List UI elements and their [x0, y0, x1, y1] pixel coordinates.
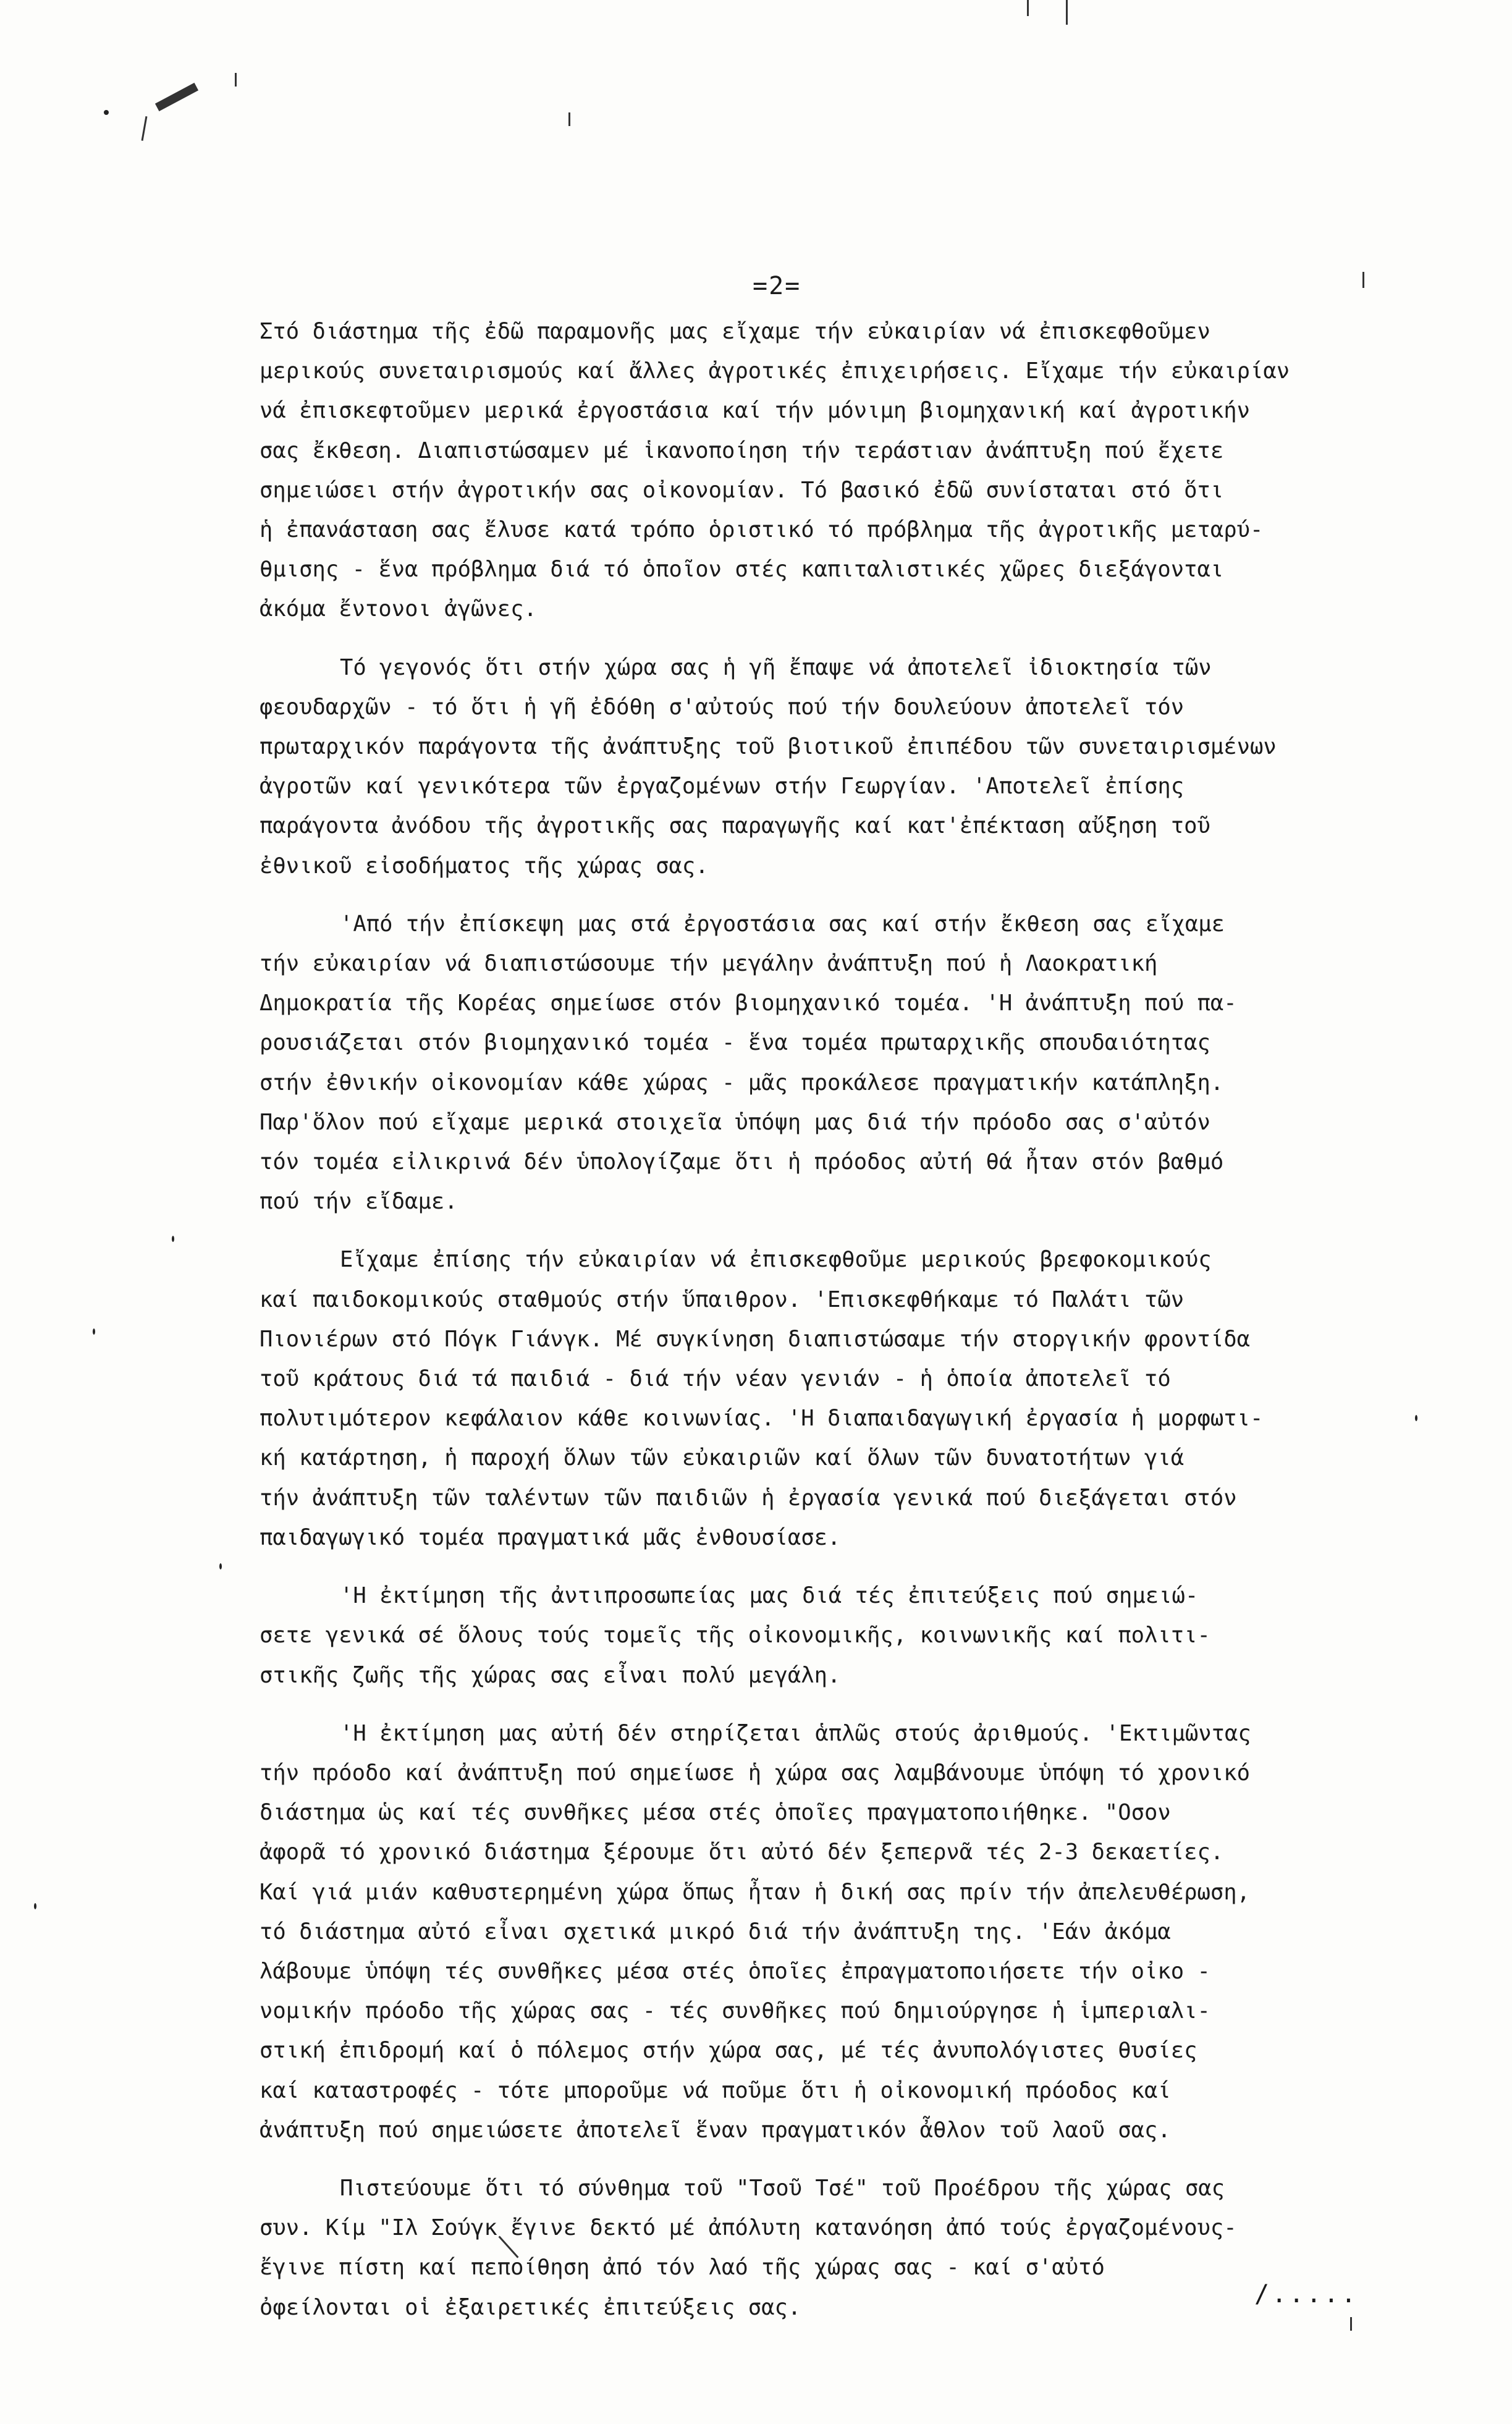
text-line: θμισης - ἕνα πρόβλημα διά τό ὁποῖον στές καπιταλιστικές χῶρες διεξάγονται	[260, 557, 1224, 583]
text-line: 'Από τήν ἐπίσκεψη μας στά ἐργοστάσια σας καί στήν ἔκθεση σας εἴχαμε	[340, 911, 1225, 937]
scan-speck	[104, 110, 109, 115]
text-line: λάβουμε ὑπόψη τές συνθῆκες μέσα στές ὁποῖες ἐπραγματοποιήσετε τήν οἰκο -	[260, 1958, 1210, 1984]
text-line: τοῦ κράτους διά τά παιδιά - διά τήν νέαν γενιάν - ἡ ὁποία ἀποτελεῖ τό	[260, 1366, 1171, 1392]
text-line: 'Η ἐκτίμηση τῆς ἀντιπροσωπείας μας διά τές ἐπιτεύξεις πού σημειώ-	[340, 1583, 1199, 1609]
text-line: τήν εὐκαιρίαν νά διαπιστώσουμε τήν μεγάλην ἀνάπτυξη πού ἡ Λαοκρατική	[260, 951, 1158, 977]
paragraph	[260, 1240, 1446, 1558]
paragraph-gap	[260, 1558, 1446, 1576]
text-line: ἔγινε πίστη καί πεποίθηση ἀπό τόν λαό τῆς χώρας σας - καί σ'αὐτό	[260, 2255, 1105, 2281]
scan-mark	[235, 73, 237, 87]
paragraph-gap	[260, 1222, 1446, 1240]
scan-mark	[141, 116, 148, 141]
text-line: στήν ἐθνικήν οἰκονομίαν κάθε χώρας - μᾶς προκάλεσε πραγματικήν κατάπληξη.	[260, 1070, 1224, 1096]
scan-mark	[155, 83, 198, 111]
text-line: ἀφορᾶ τό χρονικό διάστημα ξέρουμε ὅτι αὐτό δέν ξεπερνᾶ τές 2-3 δεκαετίες.	[260, 1839, 1224, 1865]
text-line: Τό γεγονός ὅτι στήν χώρα σας ἡ γῆ ἔπαψε νά ἀποτελεῖ ἰδιοκτησία τῶν	[340, 654, 1212, 680]
paragraph-gap	[260, 630, 1446, 648]
text-line: Παρ'ὅλον πού εἴχαμε μερικά στοιχεῖα ὑπόψη μας διά τήν πρόοδο σας σ'αὐτόν	[260, 1109, 1210, 1135]
text-line: μερικούς συνεταιρισμούς καί ἄλλες ἀγροτικές ἐπιχειρήσεις. Εἴχαμε τήν εὐκαιρίαν	[260, 358, 1290, 384]
text-line: πολυτιμότερον κεφάλαιον κάθε κοινωνίας. 'Η διαπαιδαγωγική ἐργασία ἡ μορφωτι-	[260, 1406, 1264, 1432]
text-line: καί παιδοκομικούς σταθμούς στήν ὕπαιθρον. 'Επισκεφθήκαμε τό Παλάτι τῶν	[260, 1286, 1185, 1312]
scan-speck	[172, 1236, 174, 1242]
text-line: συν. Κίμ "Ιλ Σούγκ ἔγινε δεκτό μέ ἀπόλυτη κατανόηση ἀπό τούς ἐργαζομένους-	[260, 2215, 1237, 2241]
scan-mark	[568, 112, 570, 126]
text-line: 'Η ἐκτίμηση μας αὐτή δέν στηρίζεται ἁπλῶς στούς ἀριθμούς. 'Εκτιμῶντας	[340, 1720, 1251, 1746]
paragraph-gap	[260, 2150, 1446, 2169]
page-number: =2=	[753, 272, 801, 300]
paragraph-gap	[260, 1696, 1446, 1714]
scan-speck	[93, 1328, 95, 1335]
scan-speck	[219, 1563, 222, 1569]
paragraph	[260, 1576, 1446, 1696]
text-line: διάστημα ὡς καί τές συνθῆκες μέσα στές ὁποῖες πραγματοποιήθηκε. "Οσον	[260, 1800, 1171, 1826]
text-line: ὀφείλονται οἱ ἐξαιρετικές ἐπιτεύξεις σας.	[260, 2294, 801, 2320]
text-line: στική ἐπιδρομή καί ὁ πόλεμος στήν χώρα σας, μέ τές ἀνυπολόγιστες θυσίες	[260, 2038, 1197, 2064]
text-line: τό διάστημα αὐτό εἶναι σχετικά μικρό διά τήν ἀνάπτυξη της. 'Εάν ἀκόμα	[260, 1919, 1171, 1945]
text-line: Δημοκρατία τῆς Κορέας σημείωσε στόν βιομηχανικό τομέα. 'Η ἀνάπτυξη πού πα-	[260, 990, 1237, 1016]
text-line: Εἴχαμε ἐπίσης τήν εὐκαιρίαν νά ἐπισκεφθοῦμε μερικούς βρεφοκομικούς	[340, 1247, 1212, 1273]
text-line: καί καταστροφές - τότε μποροῦμε νά ποῦμε ὅτι ἡ οἰκονομική πρόοδος καί	[260, 2077, 1171, 2103]
text-line: ἀκόμα ἔντονοι ἀγῶνες.	[260, 596, 537, 622]
scan-mark	[1027, 0, 1029, 16]
continuation-mark: /.....	[1254, 2280, 1359, 2308]
text-line: πού τήν εἴδαμε.	[260, 1189, 458, 1215]
text-line: σας ἔκθεση. Διαπιστώσαμεν μέ ἱκανοποίηση τήν τεράστιαν ἀνάπτυξη πού ἔχετε	[260, 437, 1224, 463]
text-line: Πιστεύουμε ὅτι τό σύνθημα τοῦ "Τσοῦ Τσέ" τοῦ Προέδρου τῆς χώρας σας	[340, 2175, 1225, 2201]
text-line: τήν ἀνάπτυξη τῶν ταλέντων τῶν παιδιῶν ἡ ἐργασία γενικά πού διεξάγεται στόν	[260, 1485, 1237, 1511]
paragraph	[260, 648, 1446, 886]
text-line: πρωταρχικόν παράγοντα τῆς ἀνάπτυξης τοῦ βιοτικοῦ ἐπιπέδου τῶν συνεταιρισμένων	[260, 734, 1277, 760]
text-line: τόν τομέα εἰλικρινά δέν ὑπολογίζαμε ὅτι ἡ πρόοδος αὐτή θά ἦταν στόν βαθμό	[260, 1149, 1224, 1175]
text-line: νομικήν πρόοδο τῆς χώρας σας - τές συνθῆκες πού δημιούργησε ἡ ἱμπεριαλι-	[260, 1998, 1210, 2024]
text-line: ἡ ἐπανάσταση σας ἔλυσε κατά τρόπο ὁριστικό τό πρόβλημα τῆς ἀγροτικῆς μεταρύ-	[260, 517, 1264, 543]
scan-mark	[1066, 0, 1068, 25]
paragraph	[260, 1714, 1446, 2150]
scan-mark	[1362, 272, 1364, 288]
letter-body	[260, 312, 1446, 2328]
text-line: Πιονιέρων στό Πόγκ Γιάνγκ. Μέ συγκίνηση διαπιστώσαμε τήν στοργικήν φροντίδα	[260, 1326, 1250, 1352]
text-line: παιδαγωγικό τομέα πραγματικά μᾶς ἐνθουσίασε.	[260, 1524, 841, 1550]
text-line: Στό διάστημα τῆς ἐδῶ παραμονῆς μας εἴχαμε τήν εὐκαιρίαν νά ἐπισκεφθοῦμεν	[260, 319, 1210, 344]
text-line: ἀνάπτυξη πού σημειώσετε ἀποτελεῖ ἕναν πραγματικόν ἆθλον τοῦ λαοῦ σας.	[260, 2117, 1171, 2143]
text-line: ρουσιάζεται στόν βιομηχανικό τομέα - ἕνα τομέα πρωταρχικῆς σπουδαιότητας	[260, 1030, 1210, 1056]
paragraph-gap	[260, 886, 1446, 905]
text-line: παράγοντα ἀνόδου τῆς ἀγροτικῆς σας παραγωγῆς καί κατ'ἐπέκταση αὔξηση τοῦ	[260, 813, 1210, 839]
scan-speck	[34, 1903, 36, 1909]
text-line: ἀγροτῶν καί γενικότερα τῶν ἐργαζομένων στήν Γεωργίαν. 'Αποτελεῖ ἐπίσης	[260, 774, 1185, 800]
text-line: νά ἐπισκεφτοῦμεν μερικά ἐργοστάσια καί τήν μόνιμη βιομηχανική καί ἀγροτικήν	[260, 398, 1250, 424]
text-line: στικῆς ζωῆς τῆς χώρας σας εἶναι πολύ μεγάλη.	[260, 1662, 841, 1688]
text-line: φεουδαρχῶν - τό ὅτι ἡ γῆ ἐδόθη σ'αὐτούς πού τήν δουλεύουν ἀποτελεῖ τόν	[260, 694, 1185, 720]
text-line: Καί γιά μιάν καθυστερημένη χώρα ὅπως ἦταν ἡ δική σας πρίν τήν ἀπελευθέρωση,	[260, 1879, 1250, 1905]
text-line: ἐθνικοῦ εἰσοδήματος τῆς χώρας σας.	[260, 853, 709, 879]
paragraph	[260, 312, 1446, 630]
text-line: σημειώσει στήν ἀγροτικήν σας οἰκονομίαν. Τό βασικό ἐδῶ συνίσταται στό ὅτι	[260, 477, 1224, 503]
text-line: κή κατάρτηση, ἡ παροχή ὅλων τῶν εὐκαιριῶν καί ὅλων τῶν δυνατοτήτων γιά	[260, 1445, 1185, 1471]
text-line: τήν πρόοδο καί ἀνάπτυξη πού σημείωσε ἡ χώρα σας λαμβάνουμε ὑπόψη τό χρονικό	[260, 1760, 1250, 1786]
paragraph	[260, 905, 1446, 1222]
text-line: σετε γενικά σέ ὅλους τούς τομεῖς τῆς οἰκονομικῆς, κοινωνικῆς καί πολιτι-	[260, 1623, 1210, 1649]
